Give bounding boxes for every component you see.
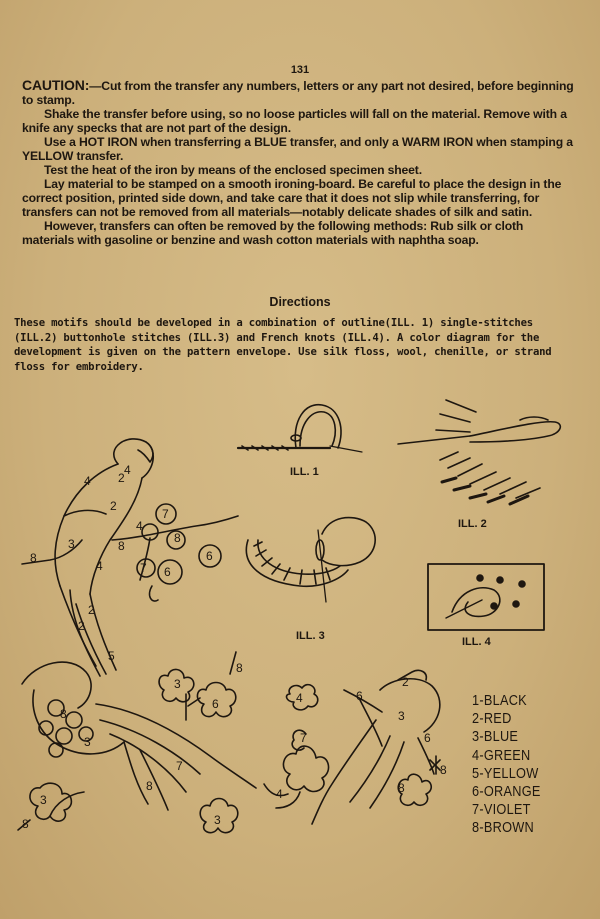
color-number: 8 [236,661,243,675]
color-legend [472,692,541,838]
color-number: 2 [402,675,409,689]
color-number: 4 [276,787,283,801]
color-number: 7 [140,561,147,575]
color-number: 6 [356,689,363,703]
color-number: 2 [118,471,125,485]
color-number: 4 [124,463,131,477]
color-number: 2 [110,499,117,513]
remove-paragraph: However, transfers can often be removed by the following methods: Rub silk or cloth materials with gasoline or benzine and wash cotton materials with naphtha soap. [22,219,524,247]
ill3-buttonhole-stitch-drawing [246,518,375,602]
caution-text: —Cut from the transfer any numbers, letters or any part not desired, before beginning to stamp. [22,79,574,107]
legend-item-blue: 3-BLUE [472,728,519,746]
caution-paragraph [22,78,578,107]
color-number: 8 [440,763,447,777]
color-number: 7 [162,507,169,521]
lay-paragraph: Lay material to be stamped on a smooth ironing-board. Be careful to place the design in the correct position, printed side down, and take care that it does not slip while transferring, for transfers can not be removed from all materials—notably delicate shades of silk and satin. [22,177,562,219]
color-number: 6 [164,565,171,579]
color-number: 4 [96,559,103,573]
ill3-label: ILL. 3 [296,630,325,642]
color-number: 3 [214,813,221,827]
color-number: 4 [296,691,303,705]
color-number: 7 [300,731,307,745]
page-number: 131 [290,64,310,76]
pheasant-design-drawing [18,652,256,833]
color-number: 5 [108,649,115,663]
legend-item-brown: 8-BROWN [472,819,534,837]
color-number: 8 [118,539,125,553]
color-number: 3 [174,677,181,691]
iron-paragraph: Use a HOT IRON when transferring a BLUE transfer, and only a WARM IRON when stamping a YELLOW transfer. [22,135,573,163]
directions-title: Directions [269,295,331,309]
color-number: 3 [68,537,75,551]
legend-item-red: 2-RED [472,710,512,728]
color-number: 8 [22,817,29,831]
peacock-design-drawing [264,670,440,824]
color-number: 8 [398,781,405,795]
color-number: 8 [146,779,153,793]
color-number: 8 [30,551,37,565]
test-paragraph: Test the heat of the iron by means of the enclosed specimen sheet. [44,163,422,177]
legend-item-violet: 7-VIOLET [472,801,531,819]
ill4-french-knot-drawing [428,564,544,630]
instructions-block [22,78,578,247]
ill1-label: ILL. 1 [290,466,319,478]
ill1-outline-stitch-drawing [238,405,362,452]
ill2-single-stitch-drawing [398,400,560,504]
legend-item-black: 1-BLACK [472,692,527,709]
legend-item-green: 4-GREEN [472,746,531,764]
shake-paragraph: Shake the transfer before using, so no loose particles will fall on the material. Remove with a knife any specks that are not part of the design. [22,107,567,135]
color-number: 8 [60,707,67,721]
legend-item-yellow: 5-YELLOW [472,764,539,782]
color-number: 3 [84,735,91,749]
color-number: 6 [212,697,219,711]
color-number: 6 [206,549,213,563]
color-number: 3 [40,793,47,807]
color-number: 4 [84,474,91,488]
color-number: 3 [398,709,405,723]
ill4-label: ILL. 4 [462,636,491,648]
color-number: 6 [424,731,431,745]
directions-body: These motifs should be developed in a combination of outline(ILL. 1) single-stitches (ILL.2) buttonhole stitches (ILL.3) and French knots (ILL.4). A color diagram for the development is given on the pattern envelope. Use silk floss, wool, chenille, or strand floss for embroidery. [14,317,552,373]
legend-item-orange: 6-ORANGE [472,783,541,801]
color-number: 4 [136,519,143,533]
color-number: 2 [88,603,95,617]
color-number: 2 [78,619,85,633]
color-number: 7 [176,759,183,773]
color-number: 8 [174,531,181,545]
caution-label: CAUTION: [22,77,90,93]
ill2-label: ILL. 2 [458,518,487,530]
